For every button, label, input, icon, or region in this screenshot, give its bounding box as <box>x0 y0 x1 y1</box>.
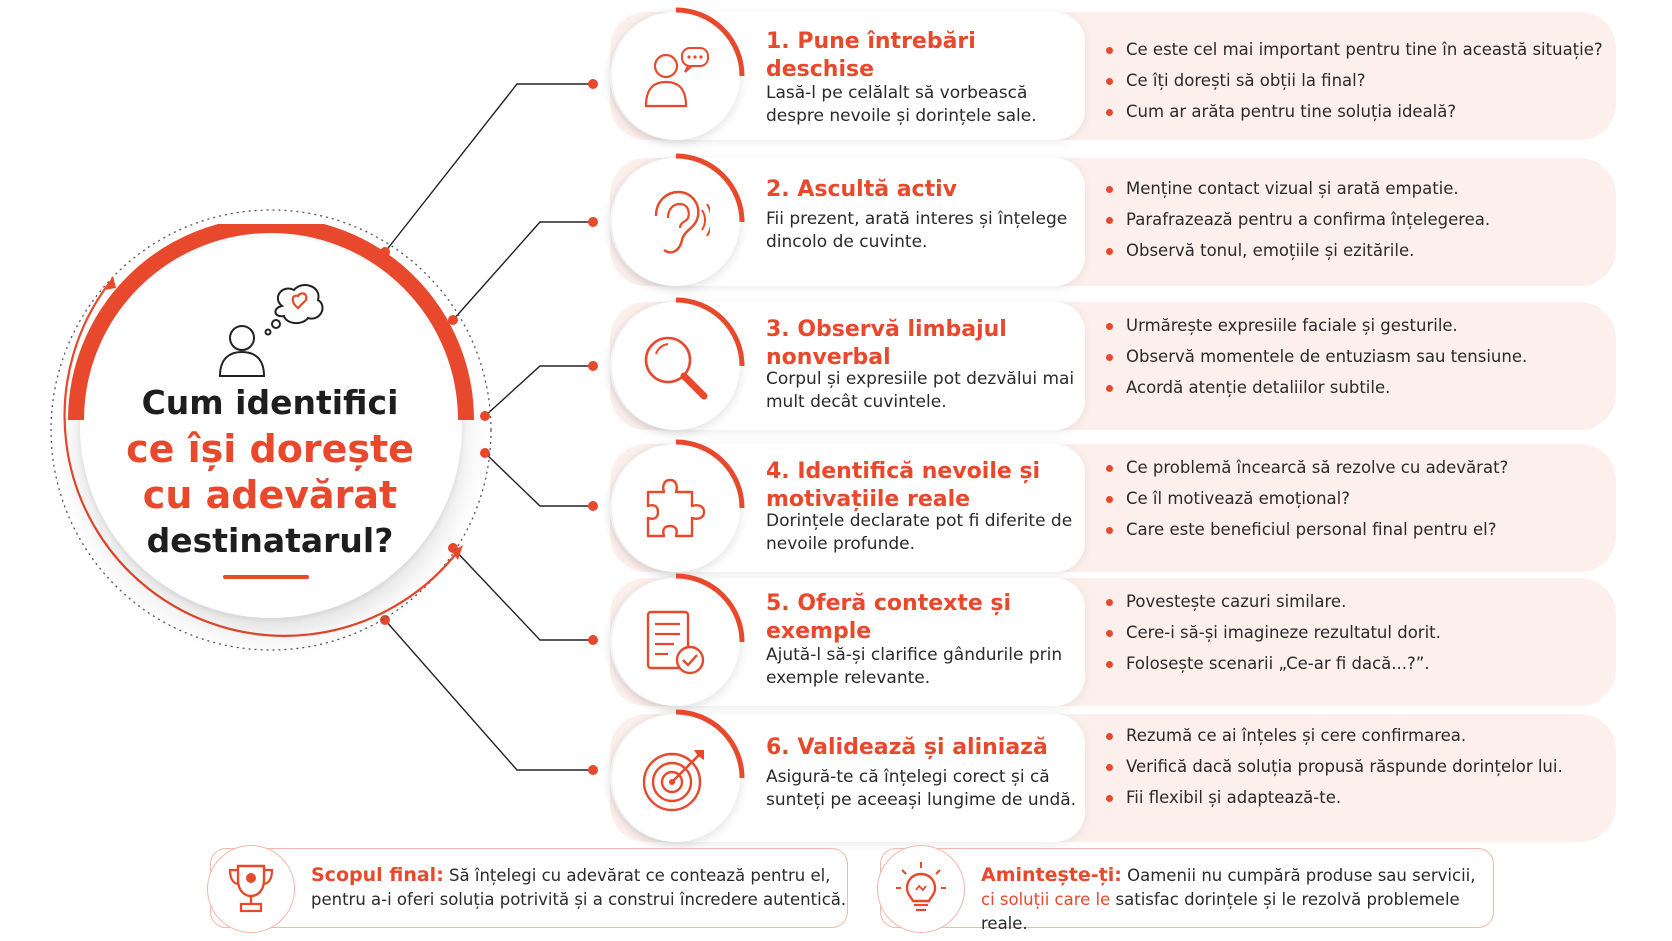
step-title: 4. Identifică nevoile și motivațiile reale <box>766 459 1041 512</box>
magnifier-icon <box>640 332 710 402</box>
reminder-text-line-1: Oamenii nu cumpără produse sau servicii, <box>1121 866 1476 885</box>
bullet-item: Ce problemă încearcă să rezolve cu adevărat? <box>1100 452 1600 483</box>
step-4 <box>610 444 1616 572</box>
hub-title-line-2: ce își dorește <box>126 427 414 471</box>
bullet-item: Fii flexibil și adaptează-te. <box>1100 782 1600 813</box>
step-title: 3. Observă limbajul nonverbal <box>766 317 1007 370</box>
step-bullets <box>1100 173 1600 266</box>
step-bullets <box>1100 586 1600 679</box>
goal-text-line-2: pentru a-i oferi soluția potrivită și a construi încredere autentică. <box>311 890 847 909</box>
bullet-item: Urmărește expresiile faciale și gesturile. <box>1100 310 1600 341</box>
goal-text <box>311 863 846 912</box>
document-check-icon <box>640 608 710 678</box>
goal-icon-circle <box>207 845 295 933</box>
bullet-item: Ce îți dorești să obții la final? <box>1100 65 1600 96</box>
reminder-accent-text: ci soluții care le <box>981 890 1111 909</box>
step-description: Corpul și expresiile pot dezvălui mai mult decât cuvintele. <box>766 369 1075 412</box>
goal-text-line-1: Să înțelegi cu adevărat ce contează pentru el, <box>443 866 831 885</box>
step-description: Asigură-te că înțelegi corect și că sunteți pe aceeași lungime de undă. <box>766 767 1077 810</box>
bullet-item: Cere-i să-și imagineze rezultatul dorit. <box>1100 617 1600 648</box>
step-title: 1. Pune întrebări deschise <box>766 29 976 82</box>
step-3 <box>610 302 1616 430</box>
target-arrow-icon <box>640 744 710 814</box>
bullet-item: Ce îl motivează emoțional? <box>1100 483 1600 514</box>
reminder-text-line-2: satisfac dorințele și le rezolvă problemele reale. <box>981 890 1460 933</box>
goal-label: Scopul final: <box>311 864 444 886</box>
bullet-item: Acordă atenție detaliilor subtile. <box>1100 372 1600 403</box>
step-bullets <box>1100 452 1600 545</box>
ear-icon <box>640 188 710 258</box>
step-description: Dorințele declarate pot fi diferite de nevoile profunde. <box>766 511 1073 554</box>
bullet-item: Ce este cel mai important pentru tine în această situație? <box>1100 34 1600 65</box>
step-bullets <box>1100 34 1603 127</box>
step-5 <box>610 578 1616 706</box>
step-title: 2. Ascultă activ <box>766 177 957 202</box>
puzzle-piece-icon <box>640 474 710 544</box>
step-bullets <box>1100 720 1600 813</box>
step-description: Fii prezent, arată interes și înțelege dincolo de cuvinte. <box>766 209 1068 252</box>
hub-title-line-4: destinatarul? <box>146 521 394 560</box>
bullet-item: Observă momentele de entuziasm sau tensiune. <box>1100 341 1600 372</box>
bullet-item: Povestește cazuri similare. <box>1100 586 1600 617</box>
hub-title-line-1: Cum identifici <box>141 383 399 422</box>
bullet-item: Folosește scenarii „Ce-ar fi dacă...?”. <box>1100 648 1600 679</box>
step-2 <box>610 158 1616 286</box>
person-speech-bubble-icon <box>640 42 710 112</box>
hub-title <box>100 380 440 564</box>
step-6 <box>610 714 1616 842</box>
step-description: Lasă-l pe celălalt să vorbească despre nevoile și dorințele sale. <box>766 83 1037 126</box>
step-description: Ajută-l să-și clarifice gândurile prin exemple relevante. <box>766 645 1063 688</box>
bullet-item: Verifică dacă soluția propusă răspunde dorințelor lui. <box>1100 751 1600 782</box>
reminder-label: Amintește-ți: <box>981 864 1122 886</box>
bullet-item: Rezumă ce ai înțeles și cere confirmarea. <box>1100 720 1600 751</box>
step-bullets <box>1100 310 1600 403</box>
bullet-item: Care este beneficiul personal final pentru el? <box>1100 514 1600 545</box>
trophy-icon <box>226 862 276 914</box>
reminder-text <box>981 863 1493 936</box>
step-title: 5. Oferă contexte și exemple <box>766 591 1012 644</box>
hub-underline <box>223 575 309 579</box>
lightbulb-icon <box>894 860 948 916</box>
hub-title-line-3: cu adevărat <box>142 473 398 517</box>
goal-box <box>210 848 848 928</box>
step-1 <box>610 12 1616 140</box>
bullet-item: Parafrazează pentru a confirma înțelegerea. <box>1100 204 1600 235</box>
reminder-box <box>880 848 1494 933</box>
person-heart-thought-icon <box>210 278 330 378</box>
bullet-item: Observă tonul, emoțiile și ezitările. <box>1100 235 1600 266</box>
bullet-item: Menține contact vizual și arată empatie. <box>1100 173 1600 204</box>
bullet-item: Cum ar arăta pentru tine soluția ideală? <box>1100 96 1600 127</box>
step-title: 6. Validează și aliniază <box>766 735 1048 760</box>
reminder-icon-circle <box>877 845 965 933</box>
